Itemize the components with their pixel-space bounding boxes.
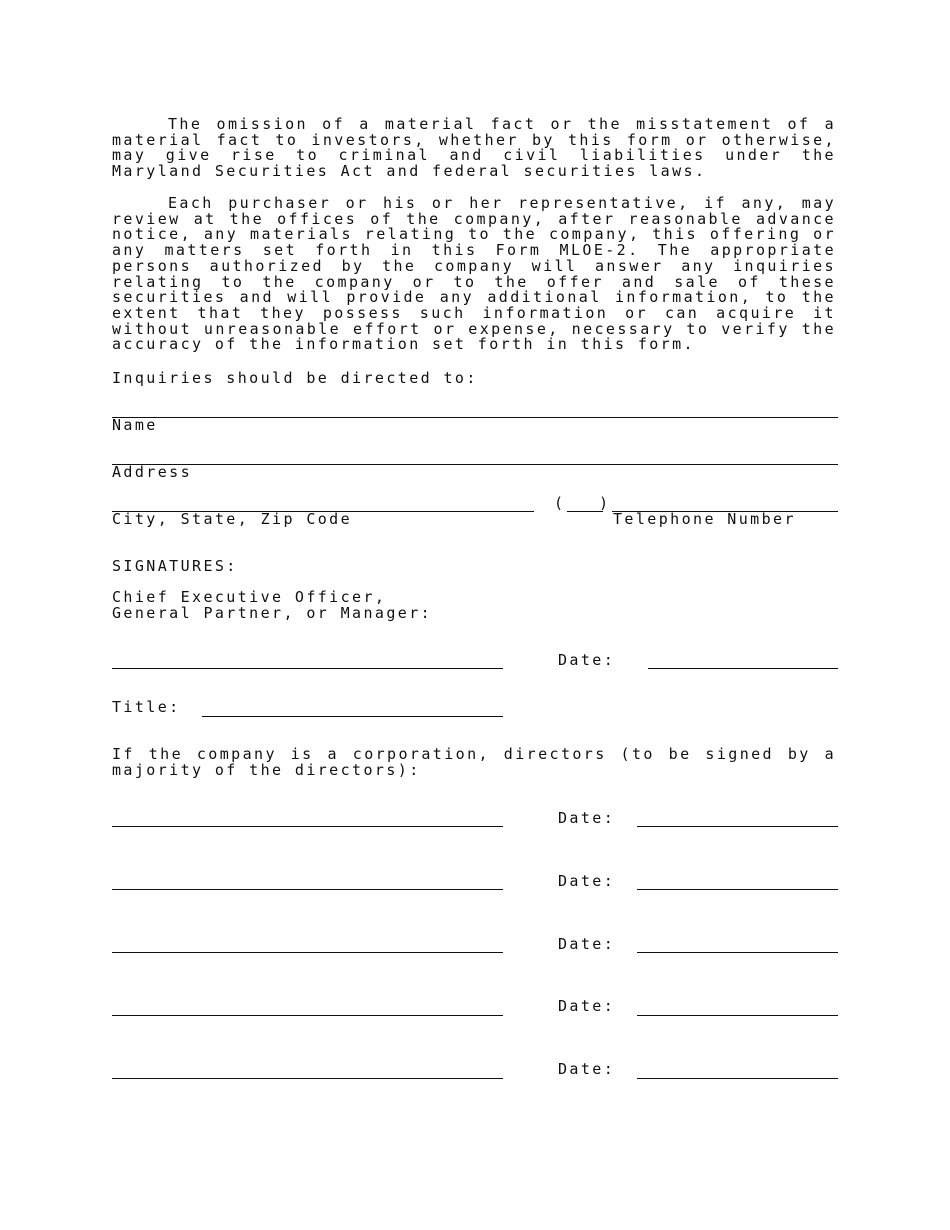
director-signature-line-1[interactable] <box>112 826 503 827</box>
name-line[interactable] <box>112 417 838 418</box>
officer-date-line[interactable] <box>648 668 838 669</box>
name-label: Name <box>112 416 158 434</box>
officer-signature-line[interactable] <box>112 668 503 669</box>
director-date-line-2[interactable] <box>637 889 838 890</box>
omission-paragraph: The omission of a material fact or the misstatement of a material fact to investors, whether by this form or otherwise, may give rise to criminal and civil liabilities under the Maryland Securities Act and federal securities laws. <box>112 115 836 181</box>
address-line[interactable] <box>112 464 838 465</box>
director-date-label-4: Date: <box>558 997 616 1015</box>
director-date-line-4[interactable] <box>637 1015 838 1016</box>
director-date-line-1[interactable] <box>637 826 838 827</box>
purchaser-review-paragraph: Each purchaser or his or her representative, if any, may review at the offices of the company, after reasonable advance notice, any materials relating to the company, this offering or any matters set forth in this Form MLOE-2. The appropriate persons authorized by the company will answer any inquiries relating to the company or to the offer and sale of these securities and will provide any additional information, to the extent that they possess such information or can acquire it without unreasonable effort or expense, necessary to verify the accuracy of the information set forth in this form. <box>112 194 836 354</box>
telephone-number-label: Telephone Number <box>613 510 796 528</box>
officer-label-line2: General Partner, or Manager: <box>112 604 433 622</box>
director-date-label-2: Date: <box>558 872 616 890</box>
phone-area-close-paren: ) <box>599 494 611 512</box>
director-date-line-5[interactable] <box>637 1078 838 1079</box>
director-date-label-1: Date: <box>558 809 616 827</box>
title-line[interactable] <box>202 716 503 717</box>
director-date-label-5: Date: <box>558 1060 616 1078</box>
director-date-line-3[interactable] <box>637 952 838 953</box>
director-date-label-3: Date: <box>558 935 616 953</box>
officer-label-line1: Chief Executive Officer, <box>112 588 387 606</box>
directors-instructions: If the company is a corporation, directors (to be signed by a majority of the directors): <box>112 745 836 779</box>
inquiries-heading: Inquiries should be directed to: <box>112 369 478 387</box>
phone-area-open-paren: ( <box>554 494 566 512</box>
address-label: Address <box>112 463 193 481</box>
director-signature-line-2[interactable] <box>112 889 503 890</box>
director-signature-line-5[interactable] <box>112 1078 503 1079</box>
director-signature-line-4[interactable] <box>112 1015 503 1016</box>
city-state-zip-label: City, State, Zip Code <box>112 510 353 528</box>
officer-date-label: Date: <box>558 651 616 669</box>
title-label: Title: <box>112 698 181 716</box>
signatures-heading: SIGNATURES: <box>112 557 238 575</box>
phone-area-code-line[interactable] <box>567 511 603 512</box>
director-signature-line-3[interactable] <box>112 952 503 953</box>
